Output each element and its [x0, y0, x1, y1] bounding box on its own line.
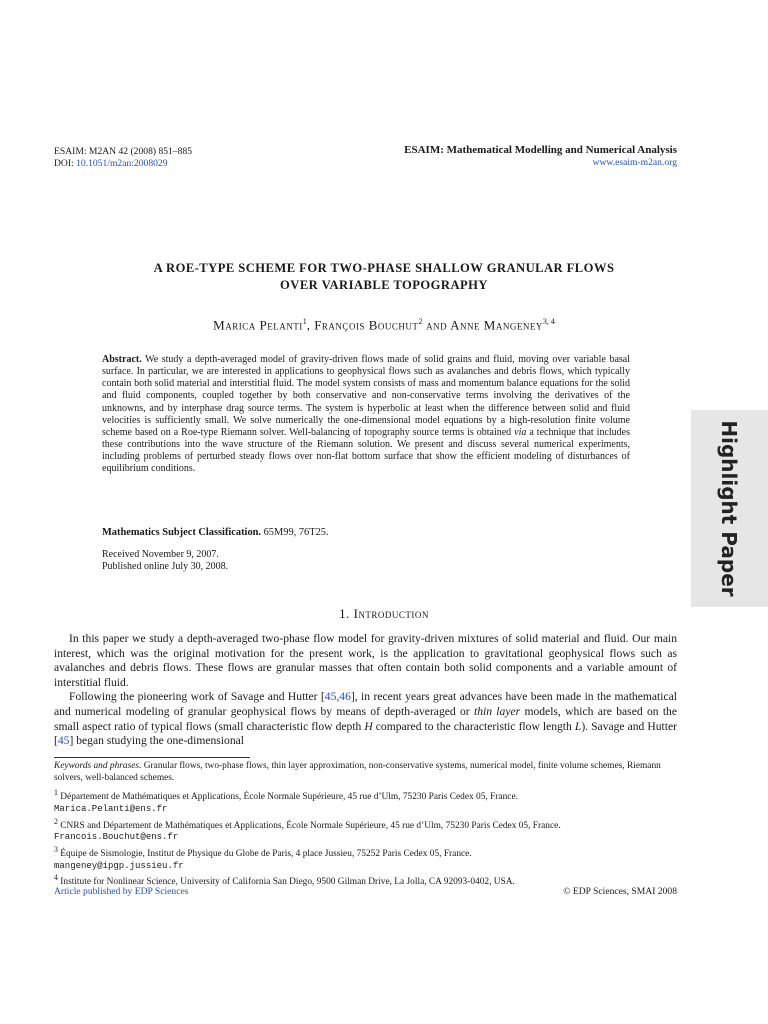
- published-date: Published online July 30, 2008.: [102, 561, 229, 572]
- intro-paragraph-1: In this paper we study a depth-averaged two-phase flow model for gravity-driven mixtures of solid material and fluid. Our main interest, which was the original motivation for the present work, is the application to gravitational geophysical flows such as avalanches and debris flows. These flows are granular masses that often contain both solid components and a variable amount of interstitial fluid.: [54, 632, 677, 689]
- keywords-text: Granular flows, two-phase flows, thin layer approximation, non-conservative systems, numerical model, finite volume schemes, Riemann solvers, well-balanced schemes.: [54, 761, 661, 783]
- highlight-paper-label: Highlight Paper: [717, 420, 742, 597]
- title-line-2: OVER VARIABLE TOPOGRAPHY: [280, 278, 488, 292]
- keywords: [54, 761, 677, 784]
- footnote-3-text: Équipe de Sismologie, Institut de Physique du Globe de Paris, 4 place Jussieu, 75252 Paris Cedex 05, France.: [57, 848, 472, 859]
- citation-link-45[interactable]: 45: [57, 734, 70, 748]
- footnote-1-text: Département de Mathématiques et Applications, École Normale Supérieure, 45 rue d’Ulm, 75230 Paris Cedex 05, France.: [57, 792, 518, 803]
- footnote-3: [54, 844, 677, 872]
- footnote-4-text: Institute for Nonlinear Science, University of California San Diego, 9500 Gilman Drive, La Jolla, CA 92093-0402, USA.: [57, 877, 515, 888]
- journal-title: ESAIM: Mathematical Modelling and Numerical Analysis: [404, 144, 677, 156]
- doi-prefix: DOI:: [54, 157, 77, 169]
- doi-line: [54, 158, 192, 170]
- p2-symbol-h: H: [364, 719, 373, 733]
- footnote-1-email: Marica.Pelanti@ens.fr: [54, 803, 168, 814]
- p2-text-a: Following the pioneering work of Savage and Hutter [: [69, 690, 325, 704]
- author-1: Marica Pelanti: [213, 317, 303, 333]
- footnote-2: [54, 816, 677, 844]
- footnote-2-number: 2: [54, 816, 58, 826]
- intro-text: [54, 632, 677, 749]
- citation-link-45-46[interactable]: 45,46: [324, 690, 351, 704]
- author-3-affil: 3, 4: [542, 317, 555, 326]
- msc-codes: 65M99, 76T25.: [261, 527, 329, 538]
- highlight-paper-tab: [691, 410, 768, 607]
- p2-text-f: ] began studying the one-dimensional: [69, 734, 244, 748]
- abstract-text-1: We study a depth-averaged model of gravity-driven flows made of solid grains and fluid, moving over variable basal surface. In particular, we are interested in applications to geophysical flows such as avalanches and debris flows, which typically contain both solid material and interstitial fluid. The model system consists of mass and momentum balance equations for the solid and fluid components, coupled together by both conservative and non-conservative terms involving the derivatives of the unknowns, and by interphase drag source terms. The system is hyperbolic at least when the difference between solid and fluid velocities is sufficiently small. We solve numerically the one-dimensional model equations by a high-resolution finite volume scheme based on a Roe-type Riemann solver. Well-balancing of topography source terms is obtained: [102, 354, 630, 438]
- footer-left: [54, 886, 188, 898]
- p2-symbol-l: L: [574, 719, 582, 733]
- footnote-3-email: mangeney@ipgp.jussieu.fr: [54, 860, 184, 871]
- p2-thin-layer: thin layer: [473, 704, 521, 718]
- msc-label: Mathematics Subject Classification.: [102, 527, 262, 538]
- abstract-label: Abstract.: [102, 354, 142, 365]
- author-list: [0, 317, 768, 333]
- author-1-affil: 1: [302, 317, 307, 326]
- header-citation: [54, 146, 192, 169]
- received-date: Received November 9, 2007.: [102, 549, 219, 560]
- journal-url-link[interactable]: www.esaim-m2an.org: [592, 156, 677, 168]
- msc-line: [102, 527, 329, 538]
- abstract-via: via: [514, 426, 527, 438]
- author-3: Anne Mangeney: [450, 317, 543, 333]
- header-journal: [404, 145, 677, 168]
- footnotes: [54, 761, 677, 889]
- p2-text-e: ). Savage and Hutter [: [54, 719, 677, 748]
- dates: [102, 549, 228, 573]
- author-2-affil: 2: [418, 317, 423, 326]
- publisher-link[interactable]: Article published by EDP Sciences: [54, 886, 189, 897]
- footnote-3-number: 3: [54, 844, 58, 854]
- title-line-1: A ROE-TYPE SCHEME FOR TWO-PHASE SHALLOW GRANULAR FLOWS: [153, 261, 615, 275]
- footnote-rule: [54, 757, 250, 758]
- footnote-1: [54, 787, 677, 815]
- intro-paragraph-2: [54, 690, 677, 748]
- p2-text-c: models, which are based on the small aspect ratio of typical flows (small characteristic flow depth: [54, 704, 678, 733]
- author-and: and: [422, 317, 451, 333]
- author-separator: ,: [306, 317, 315, 333]
- keywords-label: Keywords and phrases.: [54, 761, 142, 771]
- section-heading: 1. Introduction: [339, 606, 429, 621]
- footnote-4-number: 4: [54, 873, 58, 883]
- footer-copyright: © EDP Sciences, SMAI 2008: [563, 886, 677, 897]
- author-2: François Bouchut: [314, 317, 419, 333]
- paper-title: [0, 260, 768, 294]
- abstract-text-2: a technique that includes these contributions into the wave structure of the Riemann solution. We present and discuss several numerical experiments, including problems of perturbed steady flows over non-flat bottom surface that show the efficient modeling of disturbances of equilibrium conditions.: [102, 426, 630, 475]
- p2-text-b: ], in recent years great advances have been made in the mathematical and numerical modeling of granular geophysical flows by means of depth-averaged or: [54, 690, 677, 718]
- doi-link[interactable]: 10.1051/m2an:2008029: [76, 157, 168, 169]
- p2-text-d: compared to the characteristic flow length: [372, 719, 575, 733]
- footnote-1-number: 1: [54, 788, 58, 798]
- journal-url-line: [404, 157, 677, 169]
- footnote-2-text: CNRS and Département de Mathématiques et Applications, École Normale Supérieure, 45 rue d’Ulm, 75230 Paris Cedex 05, France.: [57, 820, 561, 831]
- footnote-2-email: Francois.Bouchut@ens.fr: [54, 832, 179, 843]
- citation-line: ESAIM: M2AN 42 (2008) 851–885: [54, 146, 193, 157]
- abstract: [102, 354, 630, 476]
